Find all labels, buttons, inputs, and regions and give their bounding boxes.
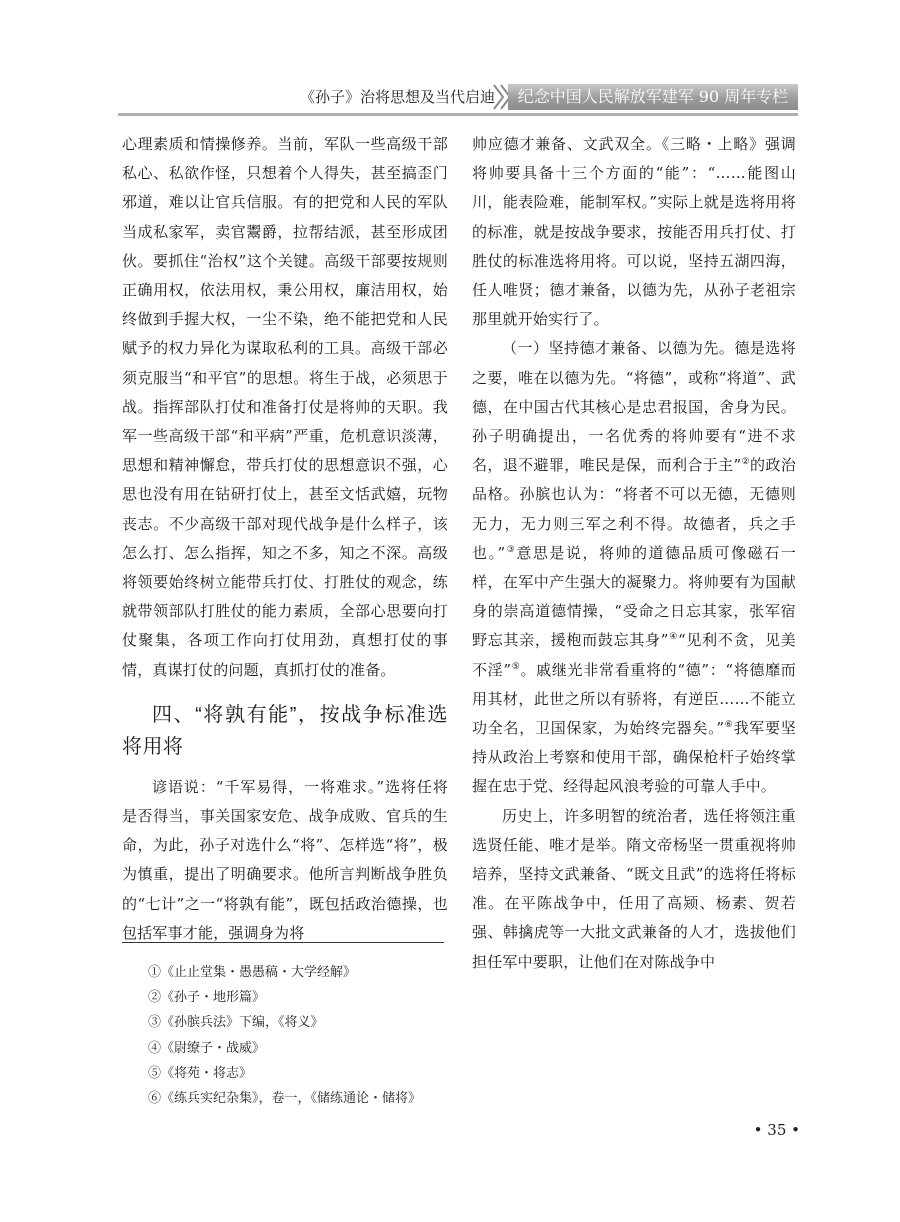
body-text-run: 的政治品格。孙膑也认为：“将者不可以无德，无德则无力，无力则三军之利不得。故德者，兵之手也。” [472, 456, 796, 562]
body-text-run: “见利不贪，见美不淫” [472, 631, 796, 679]
footnote-item: ④《尉缭子・战威》 [148, 1040, 266, 1056]
body-paragraph: 帅应德才兼备、文武双全。《三略・上略》强调将帅要具备十三个方面的“能”：“……能图山川，能表险难，能制军权。”实际上就是选将用将的标准，就是按战争要求，按能否用兵打仗、打胜仗的标准选将用将。可以说，坚持五湖四海，任人唯贤；德才兼备，以德为先，从孙子老祖宗那里就开始实行了。 [472, 135, 796, 329]
footnote-item: ⑥《练兵实纪杂集》，卷一，《储练通论・储将》 [148, 1091, 422, 1107]
header-rule [118, 113, 798, 116]
footnote-ref: ⑤ [511, 661, 521, 672]
body-paragraph [472, 334, 796, 801]
footnote-ref: ⑥ [724, 720, 734, 731]
right-text-column [472, 130, 796, 977]
footnote-item: ②《孙子・地形篇》 [148, 990, 266, 1006]
footnote-list [148, 960, 468, 1111]
footnote-item: ⑤《将苑・将志》 [148, 1065, 253, 1081]
body-text-run: 。戚继光非常看重将的“德”：“将德靡而用其材，此世之所以有骄将，有逆臣……不能立功全名，卫国保家，为始终完器矣。” [472, 660, 796, 738]
footnote-ref: ③ [505, 544, 517, 555]
body-paragraph: 谚语说：“千军易得，一将难求。”选将任将是否得当，事关国家安危、战争成败、官兵的生命，为此，孙子对选什么“将”、怎样选“将”，极为慎重，提出了明确要求。他所言判断战争胜负的“七计”之一“将孰有能”，既包括政治德操，也包括军事才能，强调身为将 [122, 777, 448, 942]
section-heading: 四、“将孰有能”，按战争标准选将用将 [122, 703, 448, 758]
footnote-item: ③《孙膑兵法》下编，《将义》 [148, 1015, 324, 1031]
running-header-column-title: 纪念中国人民解放军建军 90 周年专栏 [517, 87, 789, 106]
body-paragraph: 心理素质和情操修养。当前，军队一些高级干部私心、私欲作怪，只想着个人得失，甚至搞歪门邪道，难以让官兵信服。有的把党和人民的军队当成私家军，卖官鬻爵，拉帮结派，甚至形成团伙。要抓住“治权”这个关键。高级干部要按规则正确用权，依法用权，秉公用权，廉洁用权，始终做到手握大权，一尘不染，绝不能把党和人民赋予的权力异化为谋取私利的工具。高级干部必须克服当“和平官”的思想。将生于战，必须思于战。指挥部队打仗和准备打仗是将帅的天职。我军一些高级干部“和平病”严重，危机意识淡薄，思想和精神懈怠，带兵打仗的思想意识不强，心思也没有用在钻研打仗上，甚至文恬武嬉，玩物丧志。不少高级干部对现代战争是什么样子，该怎么打、怎么指挥，知之不多，知之不深。高级将领要始终树立能带兵打仗、打胜仗的观念，练就带领部队打胜仗的能力素质，全部心思要向打仗聚集，各项工作向打仗用劲，真想打仗的事情，真谋打仗的问题，真抓打仗的准备。 [122, 135, 448, 679]
footnote-separator [122, 942, 444, 943]
footnote-ref: ④ [668, 632, 678, 643]
body-paragraph: 历史上，许多明智的统治者，选任将领注重选贤任能、唯才是举。隋文帝杨坚一贯重视将帅培养，坚持文武兼备、“既文且武”的选将任将标准。在平陈战争中，任用了高颎、杨素、贺若强、韩擒虎等一大批文武兼备的人才，选拔他们担任军中要职，让他们在对陈战争中 [472, 806, 796, 971]
running-header-article-title: 《孙子》治将思想及当代启迪 [300, 88, 496, 106]
left-text-column [122, 130, 448, 948]
footnote-item: ①《止止堂集・愚愚稿・大学经解》 [148, 965, 357, 980]
footnote-ref: ② [741, 457, 751, 468]
page-number: • 35 • [753, 1121, 800, 1139]
body-text-run: 我军要坚持从政治上考察和使用干部，确保枪杆子始终掌握在忠于党、经得起风浪考验的可靠人手中。 [472, 719, 796, 796]
body-text-run: （一）坚持德才兼备、以德为先。德是选将之要，唯在以德为先。“将德”，或称“将道”、武德，在中国古代其核心是忠君报国，舍身为民。孙子明确提出，一名优秀的将帅要有“进不求名，退不避罪，唯民是保，而利合于主” [472, 339, 796, 475]
body-text-run: 意思是说，将帅的道德品质可像磁石一样，在军中产生强大的凝聚力。将帅要有为国献身的崇高道德情操，“受命之日忘其家，张军宿野忘其亲，援枹而鼓忘其身” [472, 543, 796, 650]
